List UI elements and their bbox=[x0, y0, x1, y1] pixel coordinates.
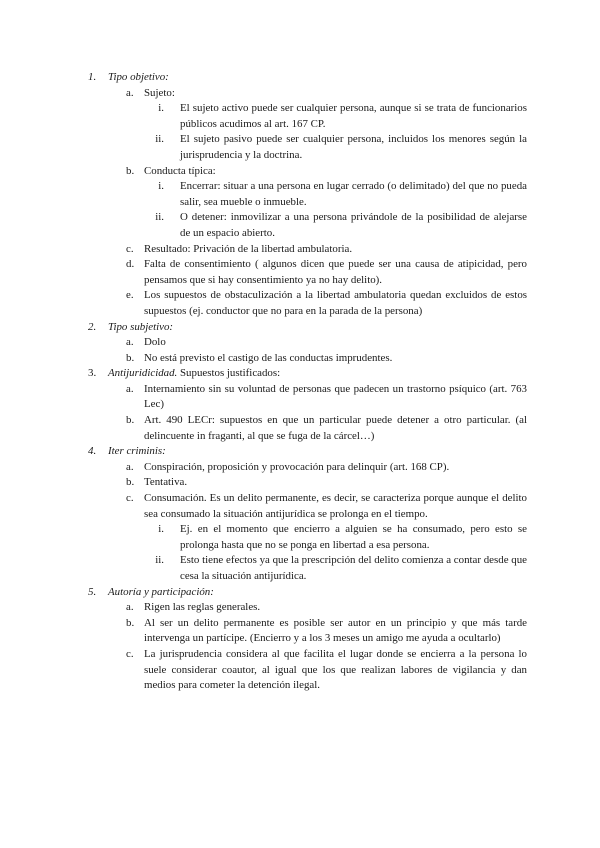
item-letter: a. bbox=[126, 336, 134, 349]
item-letter: d. bbox=[126, 258, 135, 271]
sub-list-item bbox=[0, 179, 527, 210]
item-text: La jurisprudencia considera al que facilita el lugar donde se encierra a la persona lo suele considerar coautor, al igual que los que realizan labores de vigilancia y dan medios para cometer la detención ilegal. bbox=[144, 647, 527, 692]
section bbox=[0, 70, 527, 86]
item-letter: b. bbox=[126, 351, 135, 364]
item-letter: c. bbox=[126, 492, 134, 505]
subitem-text: El sujeto activo puede ser cualquier persona, aunque si se trata de funcionarios públicos acudimos al art. 167 CP. bbox=[180, 102, 527, 130]
list-item bbox=[0, 242, 527, 258]
sub-list-item bbox=[0, 132, 527, 163]
item-text: Conducta típica: bbox=[144, 164, 216, 177]
section bbox=[0, 320, 527, 336]
subitem-text: Ej. en el momento que encierro a alguien se ha consumado, pero esto se prolonga hasta que no se ponga en libertad a esa persona. bbox=[180, 523, 527, 551]
list-item bbox=[0, 164, 527, 180]
subitem-numeral: ii. bbox=[155, 554, 164, 567]
item-letter: b. bbox=[126, 414, 135, 427]
item-letter: e. bbox=[126, 289, 134, 302]
sub-list-item bbox=[0, 522, 527, 553]
subitem-text: El sujeto pasivo puede ser cualquier persona, incluidos los menores según la jurisprudencia y la doctrina. bbox=[180, 133, 527, 161]
list-item bbox=[0, 475, 527, 491]
item-text: Dolo bbox=[144, 336, 166, 349]
section-number: 2. bbox=[88, 320, 97, 333]
section-number: 5. bbox=[88, 585, 97, 598]
section-title: Autoría y participación: bbox=[108, 585, 214, 598]
item-text: Rigen las reglas generales. bbox=[144, 601, 261, 614]
item-text: Tentativa. bbox=[144, 476, 188, 489]
list-item bbox=[0, 382, 527, 413]
subitem-text: O detener: inmovilizar a una persona privándole de la posibilidad de alejarse de un espacio abierto. bbox=[180, 211, 527, 239]
subitem-numeral: i. bbox=[158, 523, 164, 536]
item-text: Internamiento sin su voluntad de personas que padecen un trastorno psíquico (art. 763 Lec) bbox=[144, 382, 527, 411]
item-text: Sujeto: bbox=[144, 86, 175, 99]
item-text: Consumación. Es un delito permanente, es decir, se caracteriza porque aunque el delito sea consumado la situación antijurídica se prolonga en el tiempo. bbox=[144, 492, 527, 520]
list-item bbox=[0, 86, 527, 102]
list-item bbox=[0, 616, 527, 647]
section bbox=[0, 444, 527, 460]
section bbox=[0, 366, 527, 382]
item-letter: a. bbox=[126, 86, 134, 99]
sub-list-item bbox=[0, 553, 527, 584]
item-letter: c. bbox=[126, 647, 134, 660]
item-letter: b. bbox=[126, 164, 135, 177]
item-letter: b. bbox=[126, 616, 135, 629]
item-letter: b. bbox=[126, 476, 135, 489]
item-letter: a. bbox=[126, 460, 134, 473]
item-text: Art. 490 LECr: supuestos en que un particular puede detener a otro particular. (al delincuente in fraganti, al que se fuga de la cárcel…) bbox=[144, 414, 527, 442]
section-title: Tipo subjetivo: bbox=[108, 320, 174, 333]
list-item bbox=[0, 335, 527, 351]
section-number: 1. bbox=[88, 71, 97, 83]
list-item bbox=[0, 288, 527, 319]
subitem-numeral: i. bbox=[158, 102, 164, 115]
sub-list-item bbox=[0, 101, 527, 132]
section-title: Iter criminis: bbox=[108, 445, 166, 458]
list-item bbox=[0, 257, 527, 288]
list-item bbox=[0, 600, 527, 616]
subitem-numeral: ii. bbox=[155, 211, 164, 224]
item-text: Conspiración, proposición y provocación para delinquir (art. 168 CP). bbox=[144, 460, 450, 473]
list-item bbox=[0, 647, 527, 694]
item-text: Al ser un delito permanente es posible ser autor en un principio y que más tarde intervenga un partícipe. (Encierro y a los 3 meses un amigo me ayuda a ocultarlo) bbox=[144, 616, 527, 645]
subitem-text: Encerrar: situar a una persona en lugar cerrado (o delimitado) del que no pueda salir, sea mueble o inmueble. bbox=[180, 180, 527, 208]
section-number: 4. bbox=[88, 445, 97, 458]
sub-list-item bbox=[0, 210, 527, 241]
section-title: Tipo objetivo: bbox=[108, 71, 169, 83]
item-letter: c. bbox=[126, 242, 134, 255]
section-number: 3. bbox=[88, 367, 97, 380]
item-text: Resultado: Privación de la libertad ambulatoria. bbox=[144, 242, 353, 255]
subitem-numeral: ii. bbox=[155, 133, 164, 146]
list-item bbox=[0, 460, 527, 476]
section bbox=[0, 585, 527, 601]
list-item bbox=[0, 351, 527, 367]
list-item bbox=[0, 413, 527, 444]
item-text: Falta de consentimiento ( algunos dicen que puede ser una causa de atipicidad, pero pensamos que si hay consentimiento ya no hay delito). bbox=[144, 258, 527, 286]
list-item bbox=[0, 491, 527, 522]
subitem-text: Esto tiene efectos ya que la prescripción del delito comienza a contar desde que cesa la situación antijurídica. bbox=[180, 554, 527, 582]
item-letter: a. bbox=[126, 601, 134, 614]
item-text: Los supuestos de obstaculización a la libertad ambulatoria quedan excluidos de estos supuestos (ej. conductor que no para en la parada de la persona) bbox=[144, 289, 527, 317]
section-title: Antijuridicidad. bbox=[108, 367, 178, 380]
section-title-rest: Supuestos justificados: bbox=[177, 367, 281, 380]
subitem-numeral: i. bbox=[158, 180, 164, 193]
item-text: No está previsto el castigo de las conductas imprudentes. bbox=[144, 351, 393, 364]
item-letter: a. bbox=[126, 382, 134, 395]
document-page bbox=[0, 70, 600, 694]
